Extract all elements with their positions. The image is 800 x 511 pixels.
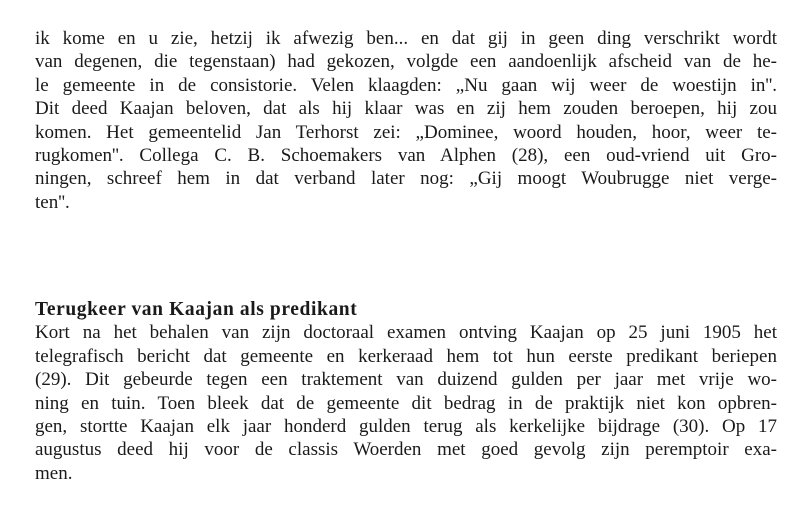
text-line: komen. Het gemeentelid Jan Terhorst zei: „Dominee, woord houden, hoor, weer te- bbox=[35, 121, 777, 143]
document-page bbox=[35, 27, 777, 214]
text-line: telegrafisch bericht dat gemeente en kerkeraad hem tot hun eerste predikant beriepen bbox=[35, 345, 777, 367]
text-line: ningen, schreef hem in dat verband later nog: „Gij moogt Woubrugge niet verge- bbox=[35, 168, 777, 190]
text-line: men. bbox=[35, 462, 73, 484]
text-line: ning en tuin. Toen bleek dat de gemeente dit bedrag in de praktijk niet kon opbren- bbox=[35, 392, 777, 414]
paragraph-continuation bbox=[35, 27, 777, 214]
text-line: augustus deed hij voor de classis Woerden met goed gevolg zijn peremptoir exa- bbox=[35, 439, 777, 461]
text-line: gen, stortte Kaajan elk jaar honderd gulden terug als kerkelijke bijdrage (30). Op 17 bbox=[35, 416, 777, 438]
text-line: ik kome en u zie, hetzij ik afwezig ben... en dat gij in geen ding verschrikt wordt bbox=[35, 28, 777, 49]
section-terugkeer bbox=[35, 298, 777, 485]
section-heading: Terugkeer van Kaajan als predikant bbox=[35, 299, 358, 320]
text-line: (29). Dit gebeurde tegen een traktement van duizend gulden per jaar met vrije wo- bbox=[35, 369, 777, 391]
text-line: Dit deed Kaajan beloven, dat als hij klaar was en zij hem zouden beroepen, hij zou bbox=[35, 98, 777, 120]
text-line: ten''. bbox=[35, 191, 70, 213]
text-line: le gemeente in de consistorie. Velen klaagden: „Nu gaan wij weer de woestijn in''. bbox=[35, 74, 777, 96]
text-line: rugkomen''. Collega C. B. Schoemakers van Alphen (28), een oud-vriend uit Gro- bbox=[35, 145, 777, 167]
text-line: van degenen, die tegenstaan) had gekozen, volgde een aandoenlijk afscheid van de he- bbox=[35, 51, 777, 73]
text-line: Kort na het behalen van zijn doctoraal examen ontving Kaajan op 25 juni 1905 het bbox=[35, 322, 777, 344]
section-paragraph bbox=[35, 321, 777, 485]
